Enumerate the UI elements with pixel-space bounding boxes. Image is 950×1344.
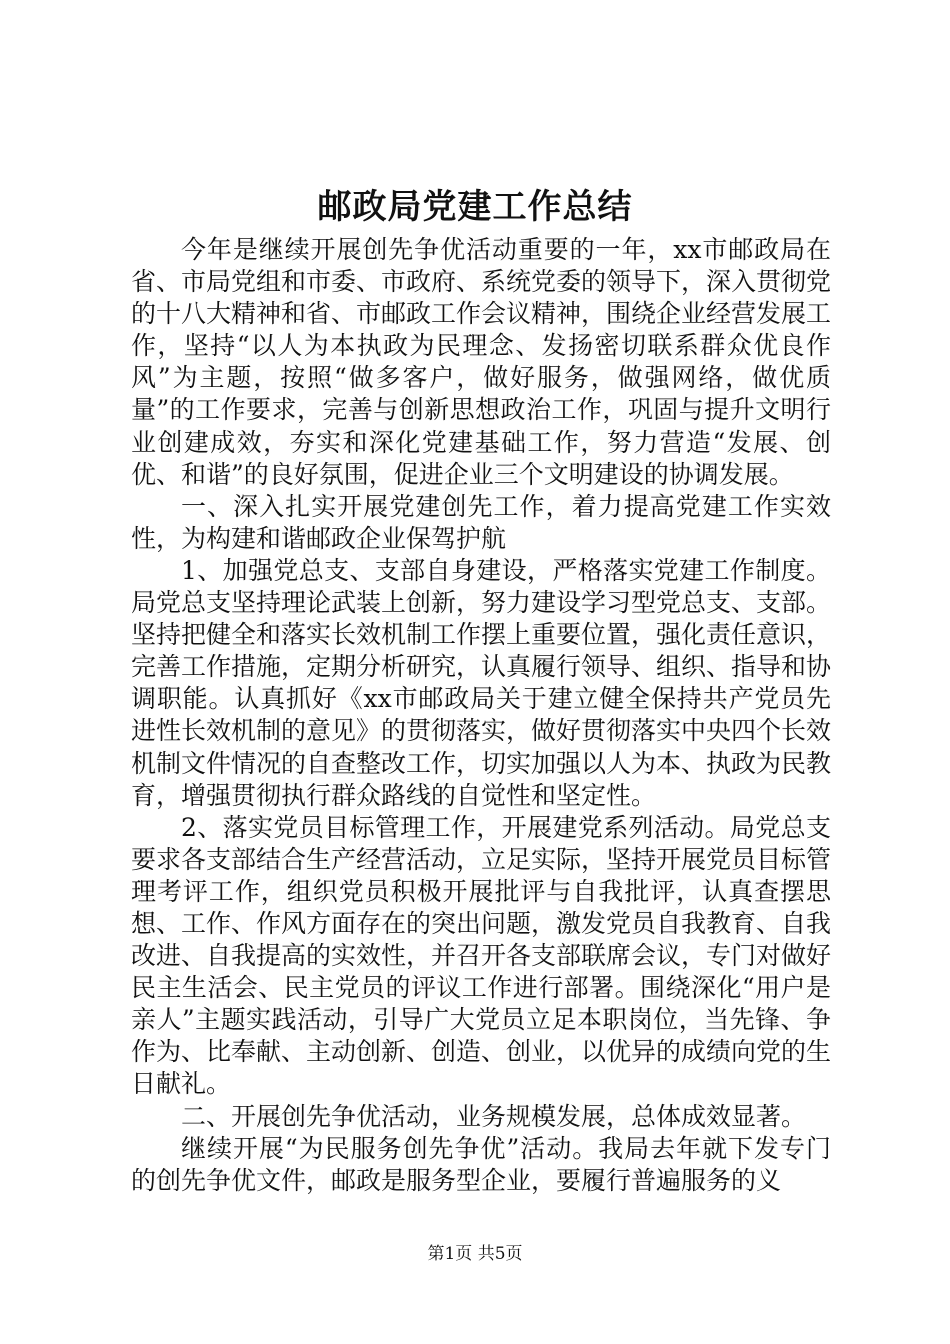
document-body [131,234,831,1197]
paragraph-intro: 今年是继续开展创先争优活动重要的一年，xx市邮政局在省、市局党组和市委、市政府、系统党委的领导下，深入贯彻党的十八大精神和省、市邮政工作会议精神，围绕企业经营发展工作，坚持“以人为本执政为民理念、发扬密切联系群众优良作风”为主题，按照“做多客户，做好服务，做强网络，做优质量”的工作要求，完善与创新思想政治工作，巩固与提升文明行业创建成效，夯实和深化党建基础工作，努力营造“发展、创优、和谐”的良好氛围，促进企业三个文明建设的协调发展。 [131,235,832,489]
section-heading-1: 一、深入扎实开展党建创先工作，着力提高党建工作实效性，为构建和谐邮政企业保驾护航 [131,491,831,553]
document-title: 邮政局党建工作总结 [317,187,633,227]
paragraph-item-2: 2、落实党员目标管理工作，开展建党系列活动。局党总支要求各支部结合生产经营活动，立足实际，坚持开展党员目标管理考评工作，组织党员积极开展批评与自我批评，认真查摆思想、工作、作风方面存在的突出问题，激发党员自我教育、自我改进、自我提高的实效性，并召开各支部联席会议，专门对做好民主生活会、民主党员的评议工作进行部署。围绕深化“用户是亲人”主题实践活动，引导广大党员立足本职岗位，当先锋、争作为、比奉献、主动创新、创造、创业，以优异的成绩向党的生日献礼。 [131,812,832,1099]
paragraph-continued: 继续开展“为民服务创先争优”活动。我局去年就下发专门的创先争优文件，邮政是服务型企业，要履行普遍服务的义 [131,1133,831,1195]
section-heading-2: 二、开展创先争优活动，业务规模发展，总体成效显著。 [181,1101,807,1131]
paragraph-item-1: 1、加强党总支、支部自身建设，严格落实党建工作制度。局党总支坚持理论武装上创新，努力建设学习型党总支、支部。坚持把健全和落实长效机制工作摆上重要位置，强化责任意识，完善工作措施，定期分析研究，认真履行领导、组织、指导和协调职能。认真抓好《xx市邮政局关于建立健全保持共产党员先进性长效机制的意见》的贯彻落实，做好贯彻落实中央四个长效机制文件情况的自查整改工作，切实加强以人为本、执政为民教育，增强贯彻执行群众路线的自觉性和坚定性。 [131,555,832,810]
page-number-footer: 第1页 共5页 [427,1244,523,1264]
